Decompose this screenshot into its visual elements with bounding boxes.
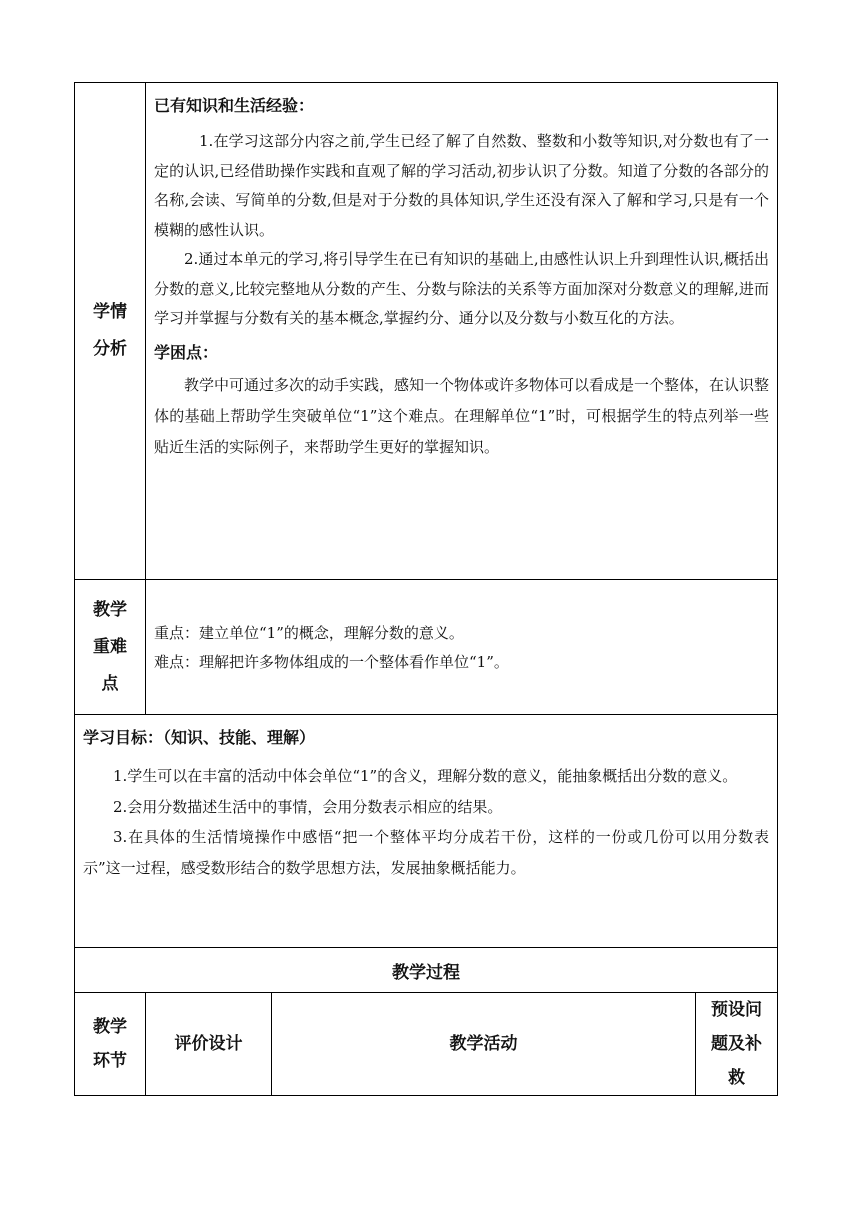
header-line: 预设问 — [711, 1000, 762, 1020]
label-line: 分析 — [93, 339, 127, 359]
header-line: 环节 — [93, 1051, 127, 1071]
label-line: 学情 — [93, 302, 127, 322]
key-difficult-points-label — [75, 580, 146, 715]
difficulty-paragraph: 教学中可通过多次的动手实践，感知一个物体或许多物体可以看成是一个整体，在认识整体的基础上帮助学生突破单位“1”这个难点。在理解单位“1”时，可根据学生的特点列举一些贴近生活的实际例子，来帮助学生更好的掌握知识。 — [154, 375, 770, 456]
label-line: 点 — [101, 673, 119, 694]
header-line: 救 — [728, 1068, 745, 1088]
col-teaching-activity: 教学活动 — [272, 993, 696, 1096]
col-evaluation-design: 评价设计 — [146, 993, 272, 1096]
prior-knowledge-heading: 已有知识和生活经验： — [154, 96, 315, 115]
label-line: 教学 — [93, 599, 127, 620]
learning-goals — [75, 715, 778, 948]
teaching-process-title: 教学过程 — [75, 948, 778, 993]
student-analysis-label — [75, 83, 146, 580]
student-analysis-content — [146, 83, 778, 580]
lesson-plan-table — [74, 82, 777, 1096]
analysis-paragraph-1: 1.在学习这部分内容之前,学生已经了解了自然数、整数和小数等知识,对分数也有了一定的认识,已经借助操作实践和直观了解的学习活动,初步认识了分数。知道了分数的各部分的名称,会读、写简单的分数,但是对于分数的具体知识,学生还没有深入了解和学习,只是有一个模糊的感性认识。 — [154, 132, 770, 239]
learning-difficulty-heading: 学困点： — [154, 342, 219, 362]
goal-item: 2.会用分数描述生活中的事情，会用分数表示相应的结果。 — [113, 797, 503, 816]
key-difficult-points-content — [146, 580, 778, 715]
difficult-point: 难点：理解把许多物体组成的一个整体看作单位“1”。 — [154, 653, 509, 671]
key-point: 重点：建立单位“1”的概念，理解分数的意义。 — [154, 624, 464, 642]
goals-heading: 学习目标：（知识、技能、理解） — [83, 728, 316, 747]
label-line: 重难 — [93, 636, 127, 657]
header-line: 教学 — [93, 1017, 127, 1037]
col-preset-problems — [696, 993, 778, 1096]
goal-item: 1.学生可以在丰富的活动中体会单位“1”的含义，理解分数的意义，能抽象概括出分数的意义。 — [113, 767, 738, 785]
goal-item: 3.在具体的生活情境操作中感悟“把一个整体平均分成若干份，这样的一份或几份可以用分数表示”这一过程，感受数形结合的数学思想方法，发展抽象概括能力。 — [83, 828, 770, 877]
analysis-paragraph-2: 2.通过本单元的学习,将引导学生在已有知识的基础上,由感性认识上升到理性认识,概括出分数的意义,比较完整地从分数的产生、分数与除法的关系等方面加深对分数意义的理解,进而学习并掌握与分数有关的基本概念,掌握约分、通分以及分数与小数互化的方法。 — [154, 250, 770, 327]
header-line: 题及补 — [711, 1034, 762, 1054]
col-teaching-stage — [75, 993, 146, 1096]
